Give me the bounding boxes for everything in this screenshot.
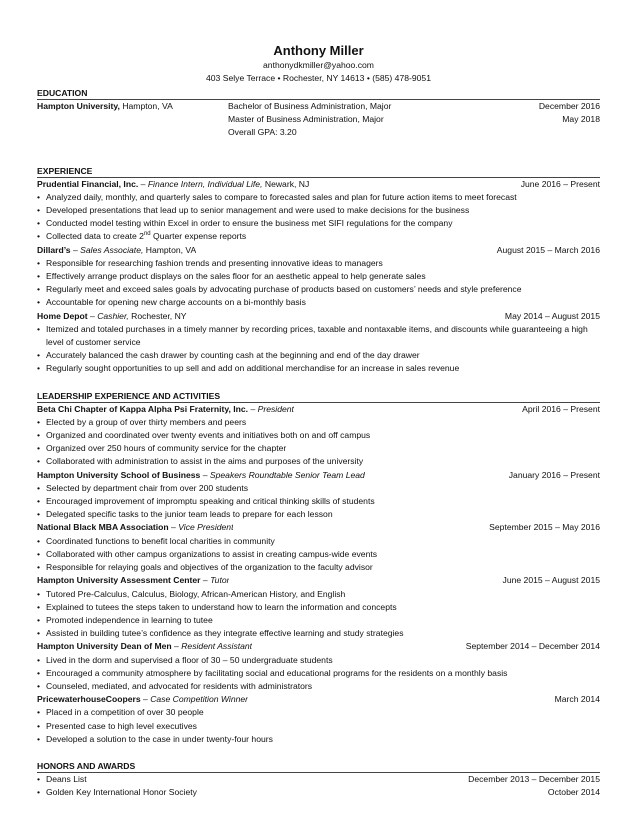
separator: – [200,575,211,586]
separator: – [200,469,210,480]
job-org: Prudential Financial, Inc. [37,178,139,189]
list-item: • Effectively arrange product displays on the sales floor for an aesthetic appeal to help generate sales [37,270,600,283]
separator: – [87,310,98,321]
degree-master: Master of Business Administration, Major [228,114,384,125]
activity-org: Beta Chi Chapter of Kappa Alpha Psi Fraternity, Inc. [37,403,249,414]
gpa: Overall GPA: 3.20 [228,127,297,138]
list-item: • Accurately balanced the cash drawer by counting cash at the beginning and end of the day drawer [37,349,600,362]
activity-date: September 2015 – May 2016 [489,522,600,533]
activity-org: National Black MBA Association [37,522,169,533]
list-item: • Developed presentations that lead up to senior management and were used to make decisions for the business [37,204,600,217]
list-item: • Analyzed daily, monthly, and quarterly sales to compare to forecasted sales and plan for future action items to meet forecast [37,191,600,204]
job-date: June 2016 – Present [520,178,600,189]
honor-name: • Deans List [37,773,87,786]
school-location: Hampton, VA [119,101,173,111]
list-item: • Conducted model testing within Excel in order to ensure the business met SIFI regulations for the company [37,217,600,230]
activity-header [37,574,600,587]
list-item: • Counseled, mediated, and advocated for residents with administrators [37,680,600,693]
list-item: • Assisted in building tutee’s confidence as they integrate effective learning and study strategies [37,627,600,640]
bullet-text: Collected data to create 2 [46,231,144,242]
list-item: • Organized over 250 hours of community service for the chapter [37,442,600,455]
list-item: • Delegated specific tasks to the junior team leads to prepare for each lesson [37,508,600,521]
separator: – [248,403,258,414]
date-master: May 2018 [562,114,600,125]
list-item: • Regularly sought opportunities to up sell and add on additional merchandise for an increase in sales revenue [37,362,600,375]
job-header [37,244,600,257]
date-bachelor: December 2016 [538,101,600,111]
activity-org: Hampton University Assessment Center [37,575,201,586]
activity-date: June 2015 – August 2015 [502,575,600,586]
job-date: May 2014 – August 2015 [504,310,600,321]
separator: – [168,522,179,533]
activity-role: Resident Assistant [181,641,253,652]
list-item: • Responsible for researching fashion trends and presenting innovative ideas to managers [37,257,600,270]
list-item: • Encouraged a community atmosphere by facilitating social and educational programs for the residents on a monthly basis [37,667,600,680]
list-item: • Presented case to high level executives [37,720,600,733]
activity-header [37,693,600,706]
separator: – [70,244,81,255]
leadership-heading: LEADERSHIP EXPERIENCE AND ACTIVITIES [37,390,600,403]
list-item: • Elected by a group of over thirty members and peers [37,416,600,429]
activity-role: Vice President [178,522,234,533]
list-item: • Accountable for opening new charge accounts on a bi-monthly basis [37,296,600,309]
ordinal-suffix: nd [143,231,151,238]
school-name: Hampton University, [37,101,120,111]
experience-heading: EXPERIENCE [37,165,600,178]
activity-org: PricewaterhouseCoopers [37,694,141,705]
honors-heading: HONORS AND AWARDS [37,760,600,773]
activity-org: Hampton University Dean of Men [37,641,172,652]
contact-address: 403 Selye Terrace • Rochester, NY 14613 • (585) 478-9051 [206,72,431,83]
job-location: Newark, NJ [262,178,310,189]
list-item: • Regularly meet and exceed sales goals by advocating purchase of products based on customers’ needs and style preference [37,283,600,296]
list-item: • Organized and coordinated over twenty events and initiatives both on and off campus [37,429,600,442]
education-entry [37,100,600,140]
activity-org: Hampton University School of Business [37,469,201,480]
activity-date: March 2014 [554,694,600,705]
activity-date: September 2014 – December 2014 [465,641,600,652]
job-header [37,310,600,323]
bullet-text: Quarter expense reports [150,231,247,242]
candidate-name: Anthony Miller [273,43,364,58]
degree-bachelor: Bachelor of Business Administration, Major [228,101,392,111]
activity-date: April 2016 – Present [522,403,600,414]
education-heading: EDUCATION [37,87,600,100]
honor-item [37,773,600,786]
list-item: • Tutored Pre-Calculus, Calculus, Biology, African-American History, and English [37,588,600,601]
job-org: Dillard’s [37,244,71,255]
list-item: • Promoted independence in learning to tutee [37,614,600,627]
job-header [37,178,600,191]
job-date: August 2015 – March 2016 [496,244,600,255]
separator: – [140,694,151,705]
list-item [37,230,600,243]
job-location: Rochester, NY [128,310,187,321]
list-item: • Lived in the dorm and supervised a floor of 30 – 50 undergraduate students [37,654,600,667]
list-item: • Collaborated with other campus organizations to assist in creating campus-wide events [37,548,600,561]
list-item: • Placed in a competition of over 30 people [37,706,600,719]
honor-item [37,786,600,799]
activity-header [37,403,600,416]
separator: – [171,641,182,652]
honor-date: October 2014 [547,787,600,798]
list-item: • Developed a solution to the case in under twenty-four hours [37,733,600,746]
activity-role: Tutor [210,575,230,586]
activity-role: Speakers Roundtable Senior Team Lead [209,469,365,480]
honor-date: December 2013 – December 2015 [468,773,600,784]
job-location: Hampton, VA [143,244,197,255]
job-role: Cashier, [97,310,129,321]
activity-role: Case Competition Winner [150,694,249,705]
list-item: • Responsible for relaying goals and objectives of the organization to the faculty advisor [37,561,600,574]
activity-role: President [257,403,294,414]
list-item: • Encouraged improvement of impromptu speaking and critical thinking skills of students [37,495,600,508]
list-item: • Collaborated with administration to assist in the aims and purposes of the university [37,455,600,468]
list-item: • Selected by department chair from over 200 students [37,482,600,495]
list-item: • Coordinated functions to benefit local charities in community [37,535,600,548]
list-item: • Explained to tutees the steps taken to understand how to learn the information and concepts [37,601,600,614]
separator: – [138,178,148,189]
job-role: Finance Intern, Individual Life, [147,178,263,189]
honor-name: • Golden Key International Honor Society [37,786,197,799]
activity-header [37,640,600,653]
job-org: Home Depot [37,310,88,321]
list-item: • Itemized and totaled purchases in a timely manner by recording prices, taxable and nontaxable items, and discounts while guaranteeing a high level of customer service [37,323,600,349]
activity-header [37,469,600,482]
job-role: Sales Associate, [80,244,144,255]
activity-header [37,521,600,534]
activity-date: January 2016 – Present [508,469,600,480]
contact-email: anthonydkmiller@yahoo.com [263,60,374,70]
resume-page [37,42,600,799]
